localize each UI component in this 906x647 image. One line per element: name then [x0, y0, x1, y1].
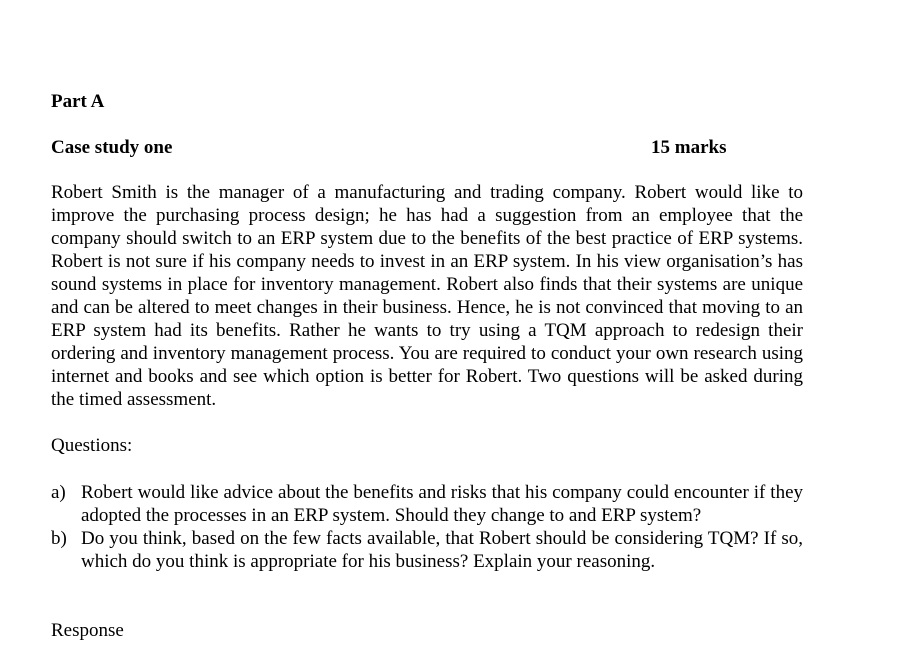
- question-marker: a): [51, 482, 66, 503]
- questions-list: [51, 481, 803, 573]
- question-marker: b): [51, 528, 67, 549]
- question-text: Do you think, based on the few facts available, that Robert should be considering TQM? If so, which do you think is appropriate for his business? Explain your reasoning.: [81, 528, 803, 572]
- questions-heading: Questions:: [51, 435, 133, 456]
- question-text: Robert would like advice about the benefits and risks that his company could encounter if they adopted the processes in an ERP system. Should they change to and ERP system?: [81, 482, 803, 526]
- response-heading: Response: [51, 620, 124, 641]
- question-item-b: [51, 527, 803, 573]
- part-heading: Part A: [51, 91, 105, 112]
- question-item-a: [51, 481, 803, 527]
- case-study-body: Robert Smith is the manager of a manufacturing and trading company. Robert would like to improve the purchasing process design; he has had a suggestion from an employee that the company should switch to an ERP system due to the benefits of the best practice of ERP systems. Robert is not sure if his company needs to invest in an ERP system. In his view organisation’s has sound systems in place for inventory management. Robert also finds that their systems are unique and can be altered to meet changes in their business. Hence, he is not convinced that moving to an ERP system had its benefits. Rather he wants to try using a TQM approach to redesign their ordering and inventory management process. You are required to conduct your own research using internet and books and see which option is better for Robert. Two questions will be asked during the timed assessment.: [51, 182, 803, 410]
- case-study-header: [51, 136, 803, 159]
- case-study-title: Case study one: [51, 137, 173, 158]
- case-study-marks: 15 marks: [651, 137, 727, 158]
